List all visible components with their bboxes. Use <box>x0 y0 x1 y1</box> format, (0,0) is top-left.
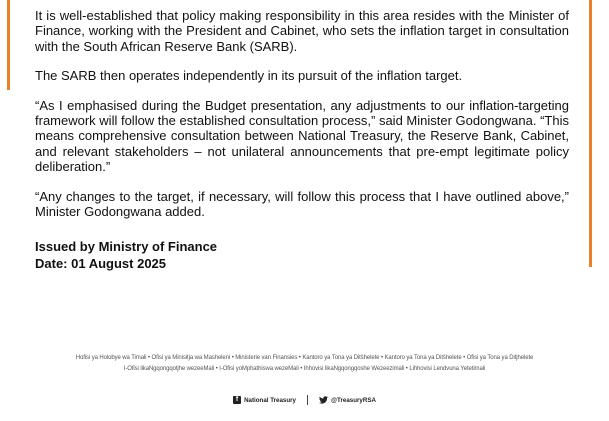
issued-block <box>35 238 217 272</box>
twitter-link[interactable] <box>319 396 376 404</box>
paragraph-sarb-independence: The SARB then operates independently in its pursuit of the inflation target. <box>35 68 463 84</box>
facebook-label: National Treasury <box>244 396 297 404</box>
left-accent-bar <box>7 0 10 90</box>
paragraph-closing-quote: “Any changes to the target, if necessary, will follow this process that I have outlined above,” Minister Godongwana added. <box>35 188 569 220</box>
twitter-label: @TreasuryRSA <box>331 396 376 404</box>
twitter-icon <box>319 396 328 404</box>
paragraph-policy-responsibility: It is well-established that policy making responsibility in this area resides with the Minister of Finance, working with the President and Cabinet, who sets the inflation target in consultation with the South African Reserve Bank (SARB). <box>35 8 569 54</box>
facebook-icon: f <box>233 396 241 404</box>
footer-line-2: I-Ofisi likaNgqongqotjhe wezeeMali • I-Ofisi yoMphathiswa wezeMali • Ihhovisi likaNgqongqoshe Wezeezimali • Lihhovisi Lendvuna Yetetimali <box>123 366 486 372</box>
footer-office-names <box>0 353 609 375</box>
right-accent-bar <box>589 0 592 267</box>
footer-line-1: Hofisi ya Holobye wa Timali • Ofisi ya Minisitja wa Masheleni • Ministerie van Finansies • Kantoro ya Tona ya Ditšhelete • Kantoro ya Tona ya Ditšhelete • Ofisi ya Tona ya Ditjhelete <box>75 355 534 361</box>
social-links <box>0 395 609 405</box>
paragraph-minister-quote: “As I emphasised during the Budget presentation, any adjustments to our inflation-targeting framework will follow the established consultation process,” said Minister Godongwana. “This means comprehensive consultation between National Treasury, the Reserve Bank, Cabinet, and relevant stakeholders – not unilateral announcements that pre-empt legitimate policy deliberation.” <box>35 97 569 175</box>
statement-body <box>35 8 569 229</box>
issued-by: Issued by Ministry of Finance <box>35 239 218 254</box>
facebook-link[interactable] <box>233 396 296 404</box>
social-divider <box>307 395 308 405</box>
issue-date: Date: 01 August 2025 <box>35 256 167 271</box>
